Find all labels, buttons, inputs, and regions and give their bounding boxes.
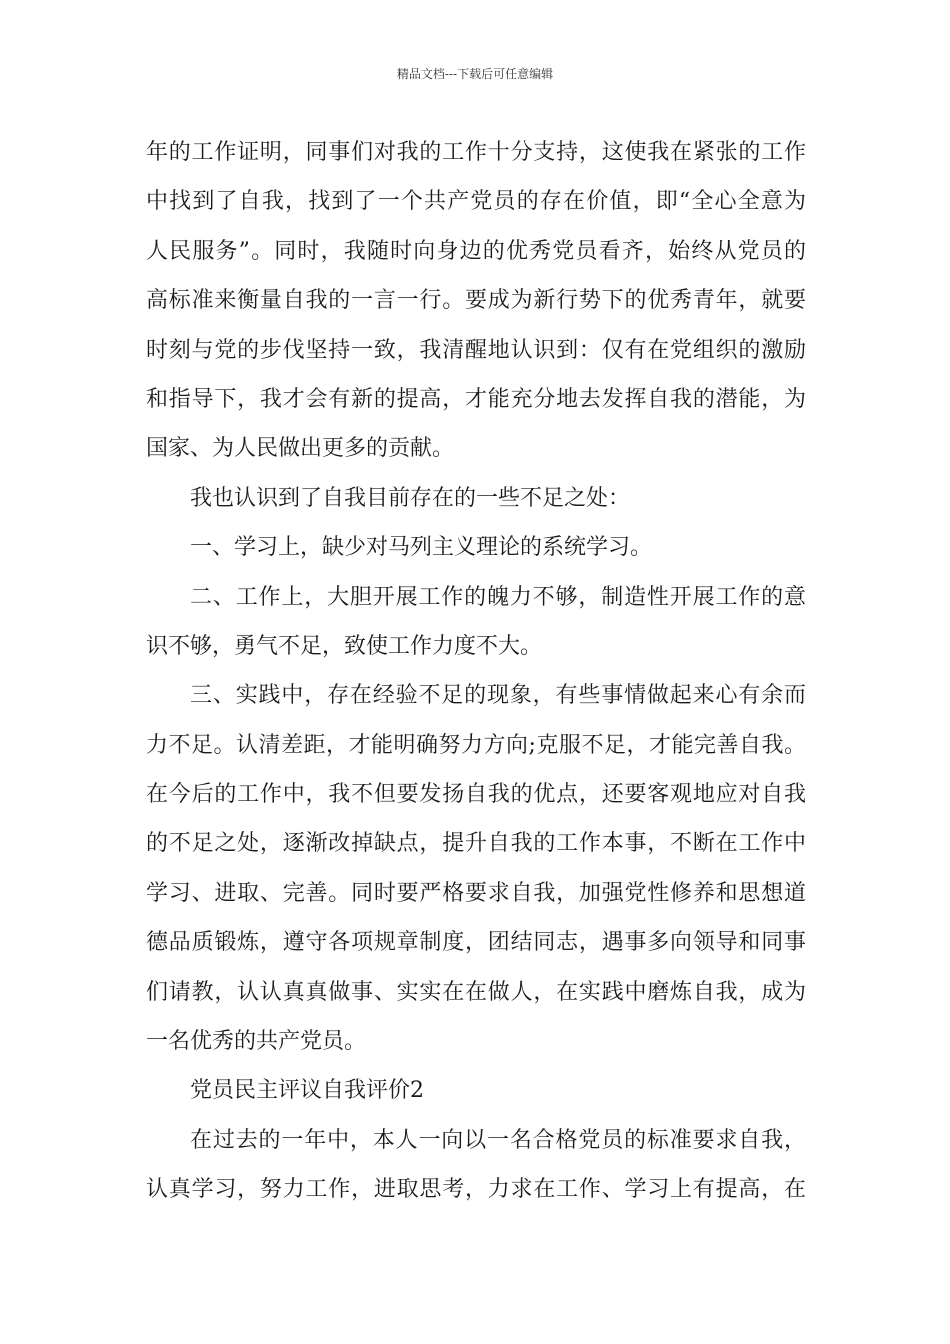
text-line: 一名优秀的共产党员。 — [146, 1029, 367, 1055]
text-line: 识不够，勇气不足，致使工作力度不大。 — [146, 633, 543, 659]
text-line: 和指导下，我才会有新的提高，才能充分地去发挥自我的潜能，为 — [146, 386, 806, 412]
text-line: 三、实践中，存在经验不足的现象，有些事情做起来心有余而 — [190, 683, 806, 709]
text-line: 年的工作证明，同事们对我的工作十分支持，这使我在紧张的工作 — [146, 140, 806, 165]
text-line: 时刻与党的步伐坚持一致，我清醒地认识到：仅有在党组织的激励 — [146, 337, 806, 363]
text-line: 在过去的一年中，本人一向以一名合格党员的标准要求自我， — [190, 1127, 806, 1153]
page-header: 精品文档---下载后可任意编辑 — [396, 67, 554, 81]
text-line: 学习、进取、完善。同时要严格要求自我，加强党性修养和思想道 — [146, 880, 806, 906]
text-line: 人民服务”。同时，我随时向身边的优秀党员看齐，始终从党员的 — [146, 238, 806, 264]
body-text — [146, 128, 806, 1215]
text-line: 的不足之处，逐渐改掉缺点，提升自我的工作本事，不断在工作中 — [146, 831, 806, 857]
text-line: 高标准来衡量自我的一言一行。要成为新行势下的优秀青年，就要 — [146, 288, 806, 314]
text-line: 我也认识到了自我目前存在的一些不足之处： — [190, 485, 631, 511]
text-line: 中找到了自我，找到了一个共产党员的存在价值，即“全心全意为 — [146, 189, 806, 215]
text-line: 在今后的工作中，我不但要发扬自我的优点，还要客观地应对自我 — [146, 782, 806, 808]
text-line: 党员民主评议自我评价2 — [190, 1078, 424, 1104]
text-line: 德品质锻炼，遵守各项规章制度，团结同志，遇事多向领导和同事 — [146, 930, 806, 956]
text-line: 们请教，认认真真做事、实实在在做人，在实践中磨炼自我，成为 — [146, 979, 806, 1005]
text-line: 力不足。认清差距，才能明确努力方向;克服不足，才能完善自我。 — [146, 732, 806, 758]
text-line: 一、学习上，缺少对马列主义理论的系统学习。 — [190, 535, 653, 561]
text-line: 认真学习，努力工作，进取思考，力求在工作、学习上有提高，在 — [146, 1177, 806, 1203]
text-line: 二、工作上，大胆开展工作的魄力不够，制造性开展工作的意 — [190, 584, 806, 610]
text-line: 国家、为人民做出更多的贡献。 — [146, 436, 455, 462]
